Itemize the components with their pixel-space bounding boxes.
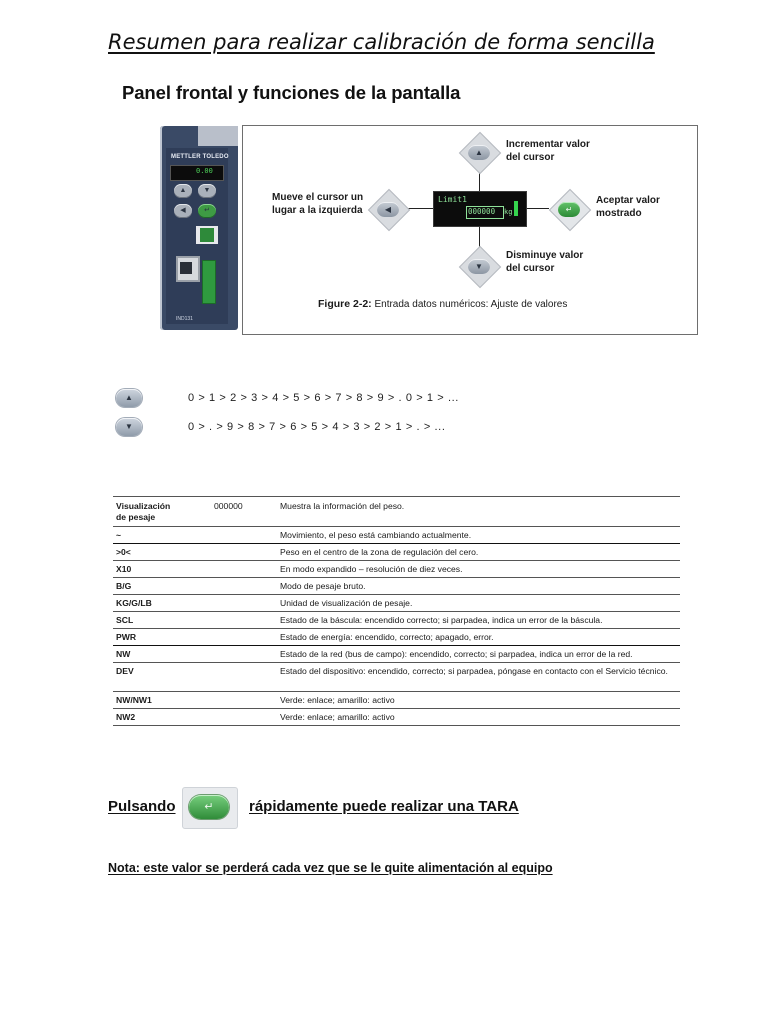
enter-key (558, 202, 580, 217)
table-row (113, 629, 680, 646)
up-arrow-icon: ▲ (179, 187, 187, 194)
lcd-title: Limit1 (438, 195, 467, 204)
table-cell-value (211, 692, 277, 709)
table-cell-key: Visualización de pesaje (116, 501, 171, 522)
down-key (468, 259, 490, 274)
table-cell-desc: Unidad de visualización de pesaje. (280, 598, 413, 608)
down-arrow-icon: ▼ (125, 422, 133, 431)
tara-enter-key (189, 795, 229, 819)
table-row (113, 709, 680, 726)
table-row (113, 663, 680, 692)
table-row (113, 595, 680, 612)
table-cell-key: NW (116, 649, 131, 659)
device-model-label: IND131 (176, 316, 193, 322)
device-green-connector (202, 260, 216, 304)
table-row (113, 578, 680, 595)
table-cell-key: SCL (116, 615, 134, 625)
table-cell-desc: Verde: enlace; amarillo: activo (280, 695, 395, 705)
enter-icon: ↵ (565, 205, 573, 214)
up-key (468, 145, 490, 160)
table-cell-value (211, 646, 277, 663)
down-arrow-icon: ▼ (475, 262, 483, 271)
table-row (113, 646, 680, 663)
table-cell-key: KG/G/LB (116, 598, 152, 608)
table-cell-desc: Estado de la red (bus de campo): encendido, correcto; si parpadea, indica un error de la red. (280, 649, 633, 659)
table-cell-value: 000000 (214, 501, 243, 511)
figure-caption-text: Entrada datos numéricos: Ajuste de valores (374, 299, 568, 310)
table-row (113, 497, 680, 527)
label-move-left: Mueve el cursor un lugar a la izquierda (272, 192, 364, 216)
table-cell-value (211, 663, 277, 692)
label-accept: Aceptar valor mostrado (596, 195, 660, 219)
down-arrow-icon: ▼ (203, 187, 211, 194)
sequence-down-text: 0 > . > 9 > 8 > 7 > 6 > 5 > 4 > 3 > 2 > 1 > . > ... (188, 421, 446, 433)
table-cell-key: DEV (116, 666, 134, 676)
table-cell-key: B/G (116, 581, 132, 591)
table-row (113, 544, 680, 561)
device-down-button (198, 184, 216, 198)
up-arrow-icon: ▲ (125, 393, 133, 402)
table-cell-desc: Estado del dispositivo: encendido, correcto; si parpadea, póngase en contacto con el Servicio técnico. (280, 666, 668, 676)
table-cell-value (211, 527, 277, 544)
table-cell-key: ~ (116, 530, 122, 540)
table-cell-desc: Verde: enlace; amarillo: activo (280, 712, 395, 722)
device-ethernet-port-inner (180, 262, 192, 274)
tara-text: rápidamente puede realizar una TARA (249, 798, 519, 815)
figure-caption-number: Figure 2-2: (318, 298, 372, 310)
left-key (377, 202, 399, 217)
lcd-bar (514, 201, 518, 216)
table-cell-value (211, 629, 277, 646)
sequence-up-key (116, 389, 142, 407)
table-cell-value (211, 578, 277, 595)
display-indicators-table (113, 496, 680, 726)
enter-icon: ↵ (204, 801, 214, 813)
arrow-line-right (525, 208, 549, 209)
table-cell-desc: Peso en el centro de la zona de regulación del cero. (280, 547, 479, 557)
table-cell-desc: Movimiento, el peso está cambiando actualmente. (280, 530, 472, 540)
table-cell-value (211, 612, 277, 629)
table-cell-desc: Muestra la información del peso. (280, 501, 405, 511)
panel-heading: Panel frontal y funciones de la pantalla (122, 82, 461, 103)
device-enter-button (198, 204, 216, 218)
device-brand: METTLER TOLEDO (171, 154, 229, 160)
device-screen-value: 0.00 (196, 167, 213, 175)
sequence-up-text: 0 > 1 > 2 > 3 > 4 > 5 > 6 > 7 > 8 > 9 > . 0 > 1 > ... (188, 392, 459, 404)
note-text: Nota: este valor se perderá cada vez que se le quite alimentación al equipo (108, 861, 553, 875)
table-cell-desc: Estado de energía: encendido, correcto; apagado, error. (280, 632, 494, 642)
table-cell-value (211, 595, 277, 612)
figure-caption (318, 298, 567, 310)
left-arrow-icon: ◀ (384, 205, 392, 214)
device-top-vent (198, 126, 238, 146)
table-row (113, 692, 680, 709)
table-cell-value (211, 709, 277, 726)
table-cell-desc: Modo de pesaje bruto. (280, 581, 366, 591)
table-cell-key: NW/NW1 (116, 695, 152, 705)
table-cell-key: NW2 (116, 712, 136, 722)
table-cell-desc: En modo expandido – resolución de diez veces. (280, 564, 463, 574)
table-row (113, 612, 680, 629)
table-row (113, 527, 680, 544)
enter-icon: ↵ (204, 207, 210, 214)
device-up-button (174, 184, 192, 198)
label-decrement: Disminuye valor del cursor (506, 250, 584, 274)
table-cell-value (211, 544, 277, 561)
pulsando-text: Pulsando (108, 798, 176, 815)
table-cell-key: >0< (116, 547, 131, 557)
document-title: Resumen para realizar calibración de forma sencilla (108, 30, 655, 54)
lcd-unit: kg (504, 208, 513, 216)
label-increment: Incrementar valor del cursor (506, 139, 590, 163)
device-terminal-green (200, 228, 214, 242)
table-cell-key: X10 (116, 564, 132, 574)
device-left-button (174, 204, 192, 218)
table-cell-desc: Estado de la báscula: encendido correcto; si parpadea, indica un error de la báscula. (280, 615, 603, 625)
table-cell-value (211, 561, 277, 578)
left-arrow-icon: ◀ (180, 207, 186, 214)
up-arrow-icon: ▲ (475, 148, 483, 157)
lcd-value: 000000 (468, 207, 496, 216)
table-row (113, 561, 680, 578)
sequence-down-key (116, 418, 142, 436)
table-cell-key: PWR (116, 632, 137, 642)
